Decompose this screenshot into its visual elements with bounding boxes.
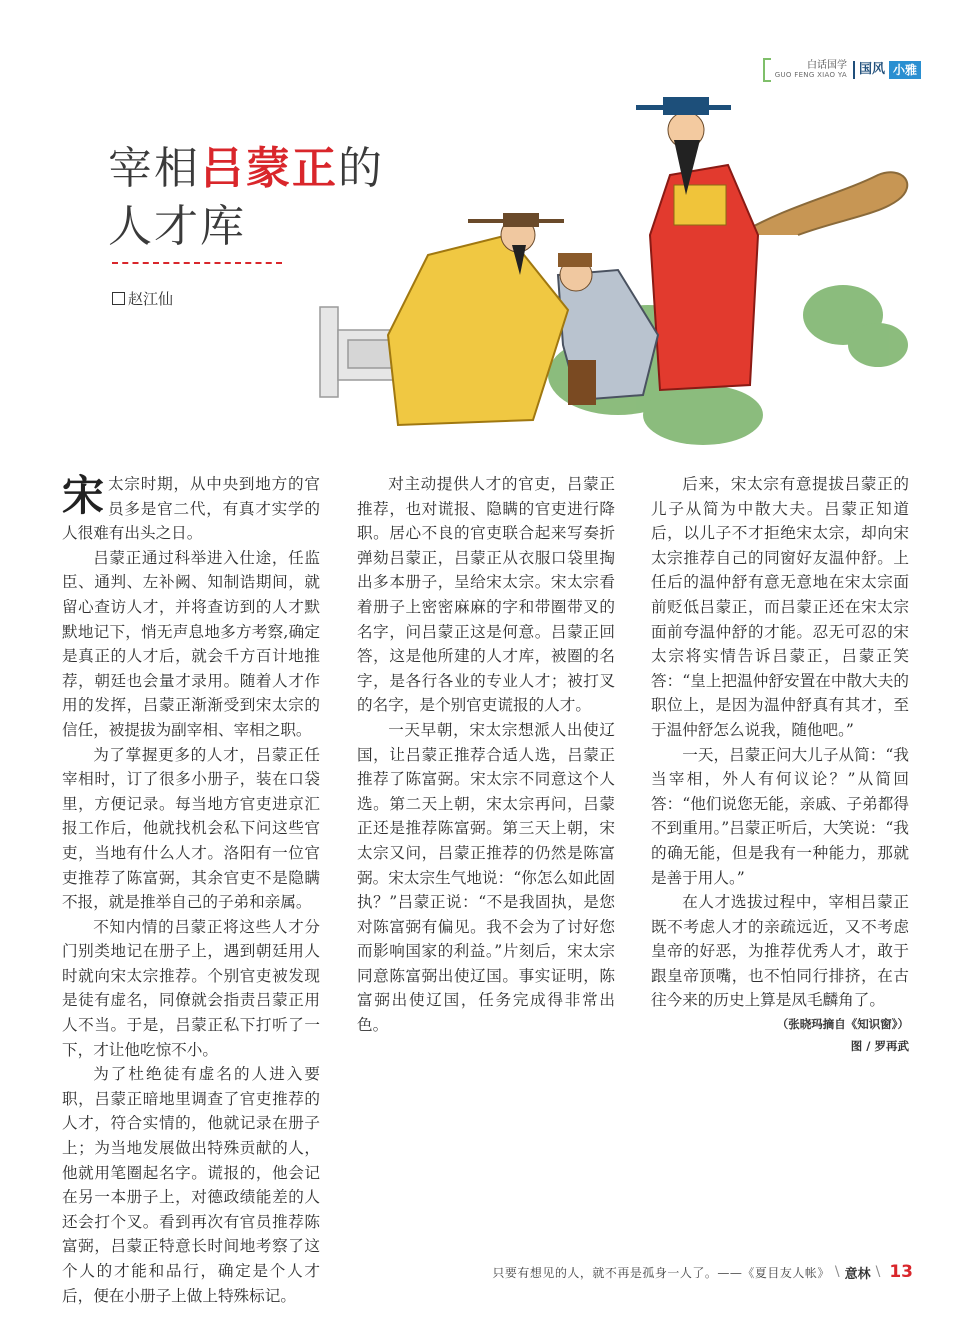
column-label-en: GUO FENG XIAO YA [774,71,847,79]
source-credit: （张晓玛摘自《知识窗》） [776,1017,909,1032]
illustrator-credit: 图 / 罗再武 [850,1039,909,1054]
paragraph-4: 不知内情的吕蒙正将这些人才分门别类地记在册子上，遇到朝廷用人时就向宋太宗推荐。个别官吏被发现是徒有虚名，同僚就会指责吕蒙正用人不当。于是，吕蒙正私下打听了一下，才让他吃惊不小。 [62,917,320,1059]
title-prefix: 宰相 [108,143,200,194]
article-illustration [318,85,930,460]
article-column-2 [357,472,615,1038]
section-name: 国风 [853,61,889,79]
article-column-1 [62,472,320,1308]
page-footer [492,1262,913,1282]
paragraph-5: 为了杜绝徒有虚名的人进入要职，吕蒙正暗地里调查了官吏推荐的人才，符合实情的，他就记录在册子上；为当地发展做出特殊贡献的人，他就用笔圈起名字。谎报的，他会记在另一本册子上，对德政绩能差的人还会打个叉。看到再次有官员推荐陈富弼，吕蒙正特意长时间地考察了这个人的才能和品行，确定是个人才后，便在小册子上做上特殊标记。 [62,1065,320,1305]
title-line2: 人才库 [108,201,246,252]
title-name: 吕蒙正 [200,143,338,194]
title-divider [112,262,282,264]
byline-box-icon [112,292,125,305]
footer-quote: 只要有想见的人，就不再是孤身一人了。——《夏目友人帐》 [492,1265,830,1280]
magazine-brand: 意林 [844,1266,871,1282]
section-tag [853,60,921,80]
byline [112,288,173,309]
paragraph-9: 一天，吕蒙正问大儿子从简：“我当宰相，外人有何议论？”从简回答：“他们说您无能，亲戚、子弟都得不到重用。”吕蒙正听后，大笑说：“我的确无能，但是我有一种能力，那就是善于用人。” [651,745,909,887]
paragraph-10: 在人才选拔过程中，宰相吕蒙正既不考虑人才的亲疏远近，又不考虑皇帝的好恶，为推荐优秀人才，敢于跟皇帝顶嘴，也不怕同行排挤，在古往今来的历史上算是凤毛麟角了。 [651,893,909,1010]
paragraph-1-text: 太宗时期，从中央到地方的官员多是官二代，有真才实学的人很难有出头之日。 [62,475,320,543]
section-header [763,58,921,82]
yellow-robed-official [388,213,568,425]
footer-separator-2: \ [875,1264,881,1280]
column-label [775,60,847,80]
footer-separator: \ [834,1264,840,1280]
bracket-ornament [763,58,771,82]
paragraph-1 [62,472,320,546]
page-number: 13 [889,1262,913,1282]
subsection-name: 小雅 [889,61,921,79]
paragraph-2: 吕蒙正通过科举进入仕途，任监臣、通判、左补阙、知制诰期间，就留心查访人才，并将查访到的人才默默地记下，悄无声息地多方考察,确定是真正的人才后，就会千方百计地推荐，朝廷也会量才录用。随着人才作用的发挥，吕蒙正渐渐受到宋太宗的信任，被提拔为副宰相、宰相之职。 [62,548,320,739]
paragraph-3: 为了掌握更多的人才，吕蒙正任宰相时，订了很多小册子，装在口袋里，方便记录。每当地方官吏进京汇报工作后，他就找机会私下问这些官吏，当地有什么人才。洛阳有一位官吏推荐了陈富弼，其余官吏不是隐瞒不报，就是推举自己的子弟和亲属。 [62,745,320,912]
pine-branch [738,172,907,235]
paragraph-6: 对主动提供人才的官吏，吕蒙正推荐，也对谎报、隐瞒的官吏进行降职。居心不良的官吏联合起来写奏折弹劾吕蒙正，吕蒙正从衣服口袋里掏出多本册子，呈给宋太宗。宋太宗看着册子上密密麻麻的字和带圈带叉的名字，问吕蒙正这是何意。吕蒙正回答，这是他所建的人才库，被圈的名字，是各行各业的专业人才；被打叉的名字，是个别官吏谎报的人才。 [357,475,615,715]
kneeling-man [558,253,658,405]
drop-cap: 宋 [62,471,105,520]
author-name: 赵江仙 [128,290,174,308]
column-label-cn: 白话国学 [806,60,847,71]
title-suffix: 的 [338,143,384,194]
paragraph-8: 后来，宋太宗有意提拔吕蒙正的儿子从简为中散大夫。吕蒙正知道后，以儿子不才拒绝宋太宗，却向宋太宗推荐自己的同窗好友温仲舒。上任后的温仲舒有意无意地在宋太宗面前贬低吕蒙正，而吕蒙正还在宋太宗面前夸温仲舒的才能。忍无可忍的宋太宗将实情告诉吕蒙正，吕蒙正笑答：“皇上把温仲舒安置在中散大夫的职位上，是因为温仲舒真有其才，至于温仲舒怎么说我，随他吧。” [651,475,909,739]
article-column-3 [651,472,909,1057]
paragraph-7: 一天早朝，宋太宗想派人出使辽国，让吕蒙正推荐合适人选，吕蒙正推荐了陈富弼。宋太宗不同意这个人选。第二天上朝，宋太宗再问，吕蒙正还是推荐陈富弼。第三天上朝，宋太宗又问，吕蒙正推荐的仍然是陈富弼。宋太宗生气地说：“你怎么如此固执？”吕蒙正说：“不是我固执，是您对陈富弼有偏见。我不会为了讨好您而影响国家的利益。”片刻后，宋太宗同意陈富弼出使辽国。事实证明，陈富弼出使辽国，任务完成得非常出色。 [357,720,615,1035]
